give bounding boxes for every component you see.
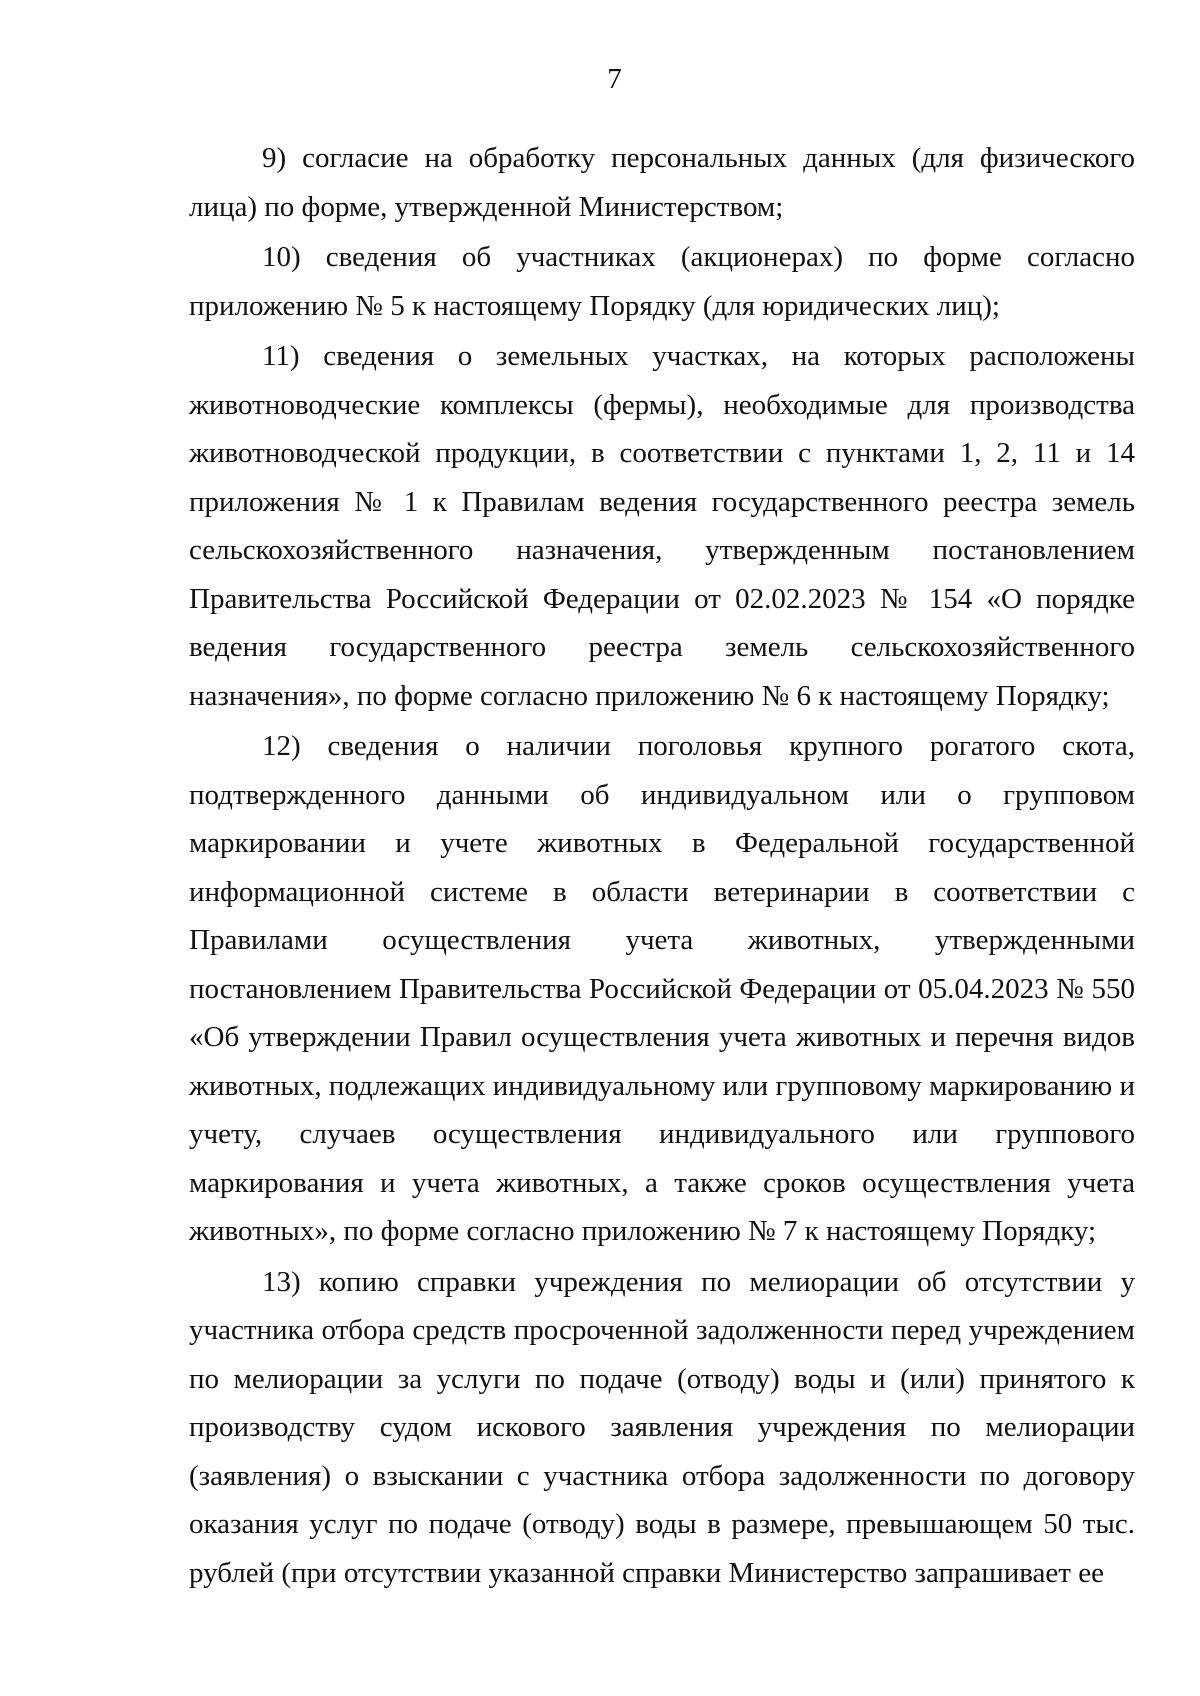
list-item-12: 12) сведения о наличии поголовья крупного рогатого скота, подтвержденного данными об индивидуальном или о групповом маркировании и учете животных в Федеральной государственной информационной системе в области ветеринарии в соответствии с Правилами осуществления учета животных, утвержденными постановлением Правительства Российской Федерации от 05.04.2023 № 550 «Об утверждении Правил осуществления учета животных и перечня видов животных, подлежащих индивидуальному или групповому маркированию и учету, случаев осуществления индивидуального или группового маркирования и учета животных, а также сроков осуществления учета животных», по форме согласно приложению № 7 к настоящему Порядку;: [189, 730, 1135, 1247]
list-item-13: 13) копию справки учреждения по мелиорации об отсутствии у участника отбора средств просроченной задолженности перед учреждением по мелиорации за услуги по подаче (отводу) воды и (или) принятого к производству судом искового заявления учреждения по мелиорации (заявления) о взыскании с участника отбора задолженности по договору оказания услуг по подаче (отводу) воды в размере, превышающем 50 тыс. рублей (при отсутствии указанной справки Министерство запрашивает ее: [189, 1265, 1135, 1589]
document-body: [189, 134, 1135, 1599]
list-item-9: 9) согласие на обработку персональных данных (для физического лица) по форме, утвержденной Министерством;: [189, 142, 1135, 223]
list-item-10: 10) сведения об участниках (акционерах) по форме согласно приложению № 5 к настоящему Порядку (для юридических лиц);: [189, 241, 1135, 322]
list-item-11: 11) сведения о земельных участках, на которых расположены животноводческие комплексы (фермы), необходимые для производства животноводческой продукции, в соответствии с пунктами 1, 2, 11 и 14 приложения № 1 к Правилам ведения государственного реестра земель сельскохозяйственного назначения, утвержденным постановлением Правительства Российской Федерации от 02.02.2023 № 154 «О порядке ведения государственного реестра земель сельскохозяйственного назначения», по форме согласно приложению № 6 к настоящему Порядку;: [189, 340, 1135, 712]
page-number: 7: [607, 63, 622, 95]
